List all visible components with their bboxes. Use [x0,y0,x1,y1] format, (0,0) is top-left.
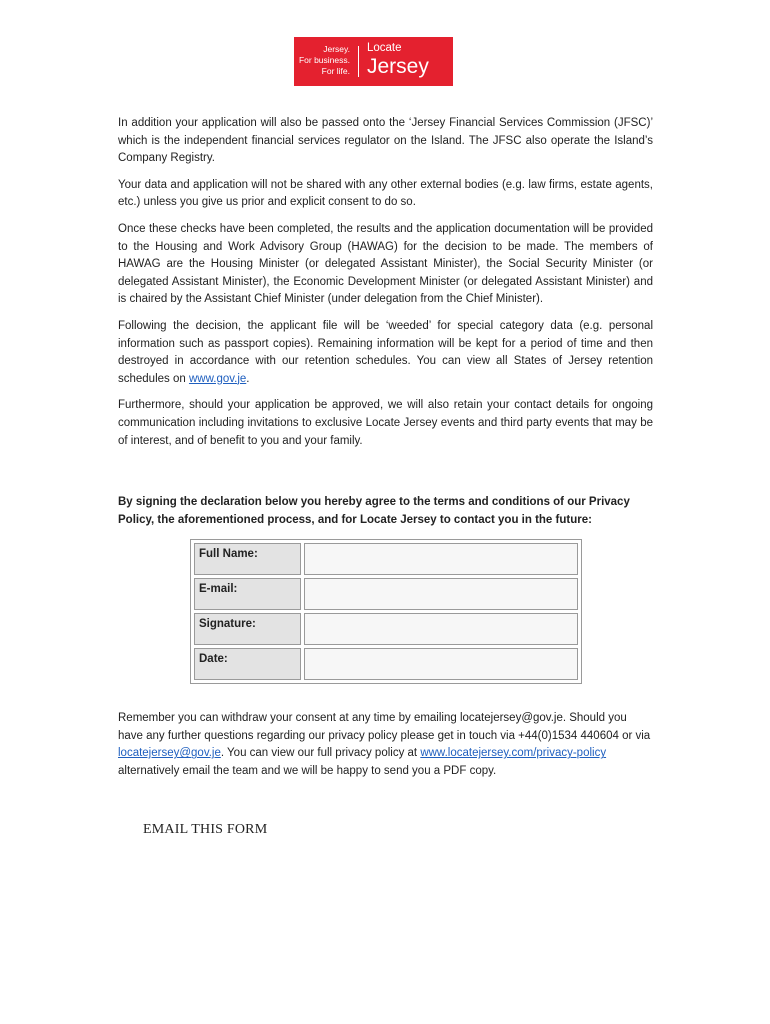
paragraph-data-sharing: Your data and application will not be shared with any other external bodies (e.g. law firms, estate agents, etc.) unless you give us prior and explicit consent to do so. [118,178,653,209]
paragraph-contact-retention: Furthermore, should your application be approved, we will also retain your contact details for ongoing communication including invitations to exclusive Locate Jersey events and third party events that may be of interest, and of benefit to you and your family. [118,399,653,447]
full-name-field[interactable] [304,543,578,575]
paragraph-hawag: Once these checks have been completed, the results and the application documentation will be provided to the Housing and Work Advisory Group (HAWAG) for the decision to be made. The members of HAWAG are the Housing Minister (or delegated Assistant Minister), the Social Security Minister (or delegated Assistant Minister), the Economic Development Minister (or delegated Assistant Minister) and is chaired by the Assistant Chief Minister (under delegation from the Chief Minister). [118,222,653,306]
signature-field[interactable] [304,613,578,645]
paragraph-retention: Following the decision, the applicant file will be ‘weeded’ for special category data (e.g. personal information such as passport copies). Remaining information will be kept for a period of time and then destroyed in accordance with our retention schedules. You can view all States of Jersey retention schedules on www.gov.je. [118,319,653,385]
email-label: E-mail: [194,578,301,610]
privacy-policy-link[interactable]: www.locatejersey.com/privacy-policy [420,747,607,760]
paragraph-withdraw-consent: Remember you can withdraw your consent at any time by emailing locatejersey@gov.je. Should you have any further questions regarding our privacy policy please get in touch via +44(0)1534 440604 or via locatejersey@gov.je. You can view our full privacy policy at www.locatejersey.com/privacy-policy alternatively email the team and we will be happy to send you a PDF copy. [118,712,651,778]
gov-je-link[interactable]: www.gov.je [188,372,247,385]
logo-tagline: Jersey. For business. For life. [298,44,350,76]
document-body [118,115,653,790]
logo-brand: Locate Jersey [367,42,429,78]
logo-divider [358,46,359,77]
form-row-email [194,578,578,610]
signature-form-table [190,539,582,684]
form-row-date [194,648,578,680]
declaration-text: By signing the declaration below you hereby agree to the terms and conditions of our Privacy Policy, the aforementioned process, and for Locate Jersey to contact you in the future: [118,496,630,526]
form-row-signature [194,613,578,645]
date-field[interactable] [304,648,578,680]
signature-label: Signature: [194,613,301,645]
full-name-label: Full Name: [194,543,301,575]
email-field[interactable] [304,578,578,610]
form-row-full-name [194,543,578,575]
paragraph-jfsc: In addition your application will also be passed onto the ‘Jersey Financial Services Commission (JFSC)’ which is the independent financial services regulator on the Island. The JFSC also operate the Island’s Company Registry. [118,117,653,165]
email-link[interactable]: locatejersey@gov.je [118,747,221,760]
email-this-form-button[interactable]: EMAIL THIS FORM [143,822,268,837]
date-label: Date: [194,648,301,680]
locate-jersey-logo [294,37,453,86]
